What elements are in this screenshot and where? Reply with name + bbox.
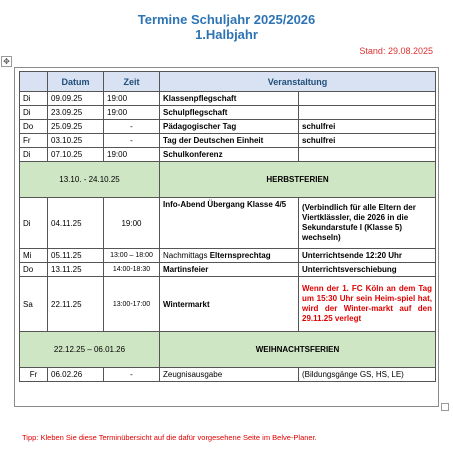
row-note: schulfrei	[299, 134, 436, 148]
resize-handle-icon[interactable]	[441, 403, 449, 411]
row-note: Unterrichtsende 12:20 Uhr	[299, 249, 436, 263]
table-row	[20, 198, 436, 249]
row-event: Wintermarkt	[160, 277, 299, 332]
row-day: Di	[20, 148, 48, 162]
table-row	[20, 134, 436, 148]
table-row	[20, 249, 436, 263]
row-event: Tag der Deutschen Einheit	[160, 134, 299, 148]
row-note: Unterrichtsverschiebung	[299, 263, 436, 277]
row-time: 13:00 – 18:00	[104, 249, 160, 263]
row-date: 23.09.25	[48, 106, 104, 120]
header-time: Zeit	[104, 72, 160, 92]
row-date: 25.09.25	[48, 120, 104, 134]
row-day: Sa	[20, 277, 48, 332]
row-day: Do	[20, 263, 48, 277]
stand-date: Stand: 29.08.2025	[359, 46, 433, 56]
row-time: -	[104, 134, 160, 148]
row-time: 19:00	[104, 148, 160, 162]
row-event: Schulpflegschaft	[160, 106, 299, 120]
holiday-range: 22.12.25 – 06.01.26	[20, 332, 160, 368]
row-time: -	[104, 120, 160, 134]
table-row	[20, 277, 436, 332]
row-day: Mi	[20, 249, 48, 263]
table-row	[20, 106, 436, 120]
row-day: Di	[20, 106, 48, 120]
row-event: Klassenpflegschaft	[160, 92, 299, 106]
row-time: 19:00	[104, 198, 160, 249]
row-event: Info-Abend Übergang Klasse 4/5	[160, 198, 299, 249]
row-note: schulfrei	[299, 120, 436, 134]
header-day	[20, 72, 48, 92]
row-time: 19:00	[104, 92, 160, 106]
row-event: Schulkonferenz	[160, 148, 299, 162]
row-event-main: Elternsprechtag	[209, 251, 271, 260]
row-note: (Verbindlich für alle Eltern der Viertklässler, die 2026 in die Sekundarstufe I (Klasse 5) wechseln)	[299, 198, 436, 249]
table-row	[20, 263, 436, 277]
row-date: 22.11.25	[48, 277, 104, 332]
row-day: Fr	[20, 134, 48, 148]
holiday-row	[20, 162, 436, 198]
row-event: Martinsfeier	[160, 263, 299, 277]
holiday-range: 13.10. - 24.10.25	[20, 162, 160, 198]
holiday-row	[20, 332, 436, 368]
row-day: Do	[20, 120, 48, 134]
table-row	[20, 148, 436, 162]
row-time: -	[104, 368, 160, 382]
row-day: Di	[20, 92, 48, 106]
row-time: 13:00-17:00	[104, 277, 160, 332]
table-row	[20, 368, 436, 382]
footer-tip: Tipp: Kleben Sie diese Terminübersicht auf die dafür vorgesehene Seite im Belve-Planer.	[22, 433, 317, 442]
page-title: Termine Schuljahr 2025/2026	[137, 12, 316, 27]
row-date: 04.11.25	[48, 198, 104, 249]
row-date: 05.11.25	[48, 249, 104, 263]
row-note	[299, 148, 436, 162]
holiday-label: HERBSTFERIEN	[160, 162, 436, 198]
move-handle-icon[interactable]: ✥	[1, 56, 12, 67]
row-event-prefix: Nachmittags	[163, 251, 210, 260]
row-date: 03.10.25	[48, 134, 104, 148]
holiday-label: WEIHNACHTSFERIEN	[160, 332, 436, 368]
row-date: 09.09.25	[48, 92, 104, 106]
schedule-table	[19, 71, 436, 382]
row-time: 14:00-18:30	[104, 263, 160, 277]
table-header-row	[20, 72, 436, 92]
row-date: 07.10.25	[48, 148, 104, 162]
row-note: (Bildungsgänge GS, HS, LE)	[299, 368, 436, 382]
page-subtitle: 1.Halbjahr	[195, 27, 258, 42]
row-event	[160, 249, 299, 263]
row-note	[299, 92, 436, 106]
table-row	[20, 92, 436, 106]
row-event: Zeugnisausgabe	[160, 368, 299, 382]
row-time: 19:00	[104, 106, 160, 120]
header-event: Veranstaltung	[160, 72, 436, 92]
row-day: Fr	[20, 368, 48, 382]
header-date: Datum	[48, 72, 104, 92]
row-note: Wenn der 1. FC Köln an dem Tag um 15:30 Uhr sein Heim-spiel hat, wird der Winter-markt auf den 29.11.25 verlegt	[299, 277, 436, 332]
row-date: 13.11.25	[48, 263, 104, 277]
row-note	[299, 106, 436, 120]
row-event: Pädagogischer Tag	[160, 120, 299, 134]
table-row	[20, 120, 436, 134]
row-date: 06.02.26	[48, 368, 104, 382]
row-day: Di	[20, 198, 48, 249]
